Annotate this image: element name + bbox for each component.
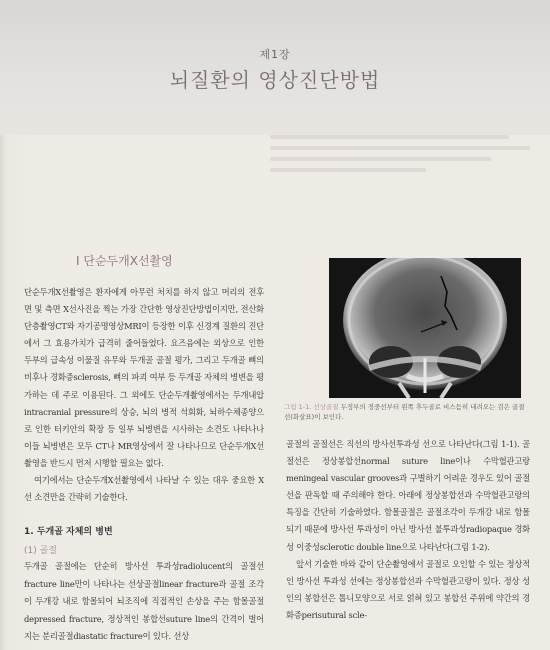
figure-caption: [284, 402, 530, 422]
sub-subsection-heading: (1) 골절: [24, 546, 57, 556]
right-column: [286, 436, 530, 624]
bleed-through-text: [270, 135, 530, 195]
body-paragraph: 여기에서는 단순두개X선촬영에서 나타날 수 있는 대우 중요한 X선 소견만을 간략히 기술한다.: [24, 475, 264, 503]
figure-caption-text: 두정부의 정중선부터 왼쪽 후두골로 비스듬히 내려오는 검은 골절선(화살표)이 보인다.: [284, 403, 525, 421]
section-title: I 단순두개X선촬영: [76, 254, 173, 268]
chapter-title: 뇌질환의 영상진단방법: [169, 68, 381, 92]
body-paragraph: 두개골 골절에는 단순히 방사선 투과성radiolucent의 골절선fracture line만이 나타나는 선상골절linear fracture과 골절 조각이 두개강 내로 함몰되어 뇌조직에 직접적인 손상을 주는 함몰골절depressed fracture, 정상적인 봉합선suture line의 간격이 벌어지는 분리골절diastatic fracture이 있다. 선상: [24, 561, 264, 641]
subsection-heading: 1. 두개골 자체의 병변: [24, 527, 113, 537]
left-column: [24, 284, 264, 506]
body-paragraph: 골절의 골절선은 직선의 방사선투과성 선으로 나타난다(그림 1-1). 골절선은 정상봉합선normal suture line이나 수막혈관고랑meningeal vascular grooves과 구별하기 어려운 경우도 있어 골절선을 판독할 때 주의해야 한다. 아래에 정상봉합선과 수막혈관고랑의 특징을 간단히 기술하였다. 함몰골절은 골절조각이 두개강 내로 함몰되기 때문에 방사선 투과성이 아닌 방사선 불투과성radiopaque 경화성 이중성sclerotic double line으로 나타난다(그림 1-2).: [286, 439, 530, 552]
body-paragraph: 앞서 기술한 바와 같이 단순촬영에서 골절로 오인할 수 있는 정상적인 방사선 투과성 선에는 정상봉합선과 수막혈관고랑이 있다. 정상 성인의 봉합선은 톱니모양으로 서로 얽혀 있고 봉합선 주위에 약간의 경화증perisutural scle-: [286, 558, 530, 620]
left-column-continued: [24, 558, 264, 646]
skull-xray-illustration: [329, 258, 521, 398]
body-paragraph: 단순두개X선촬영은 환자에게 아무런 처치를 하지 않고 머리의 전후면 및 측면 X선사진을 찍는 가장 간단한 영상진단방법이지만, 전산화단층촬영CT와 자기공명영상MRI이 등장한 이후 신경계 질환의 진단에서 그 효용가치가 급격히 줄어들었다. 요즈음에는 외상으로 인한 두부의 급속성 이물질 유무와 두개골 골절 평가, 그리고 두개골 뼈의 비후나 경화증sclerosis, 뼈의 파괴 여부 등 두개골 자체의 병변을 평가하는 데 주로 이용된다. 그 외에도 단순두개촬영에서는 두개내압intracranial pressure의 상승, 뇌의 병적 석회화, 뇌하수체종양으로 인한 터키안의 확장 등 일부 뇌병변을 시사하는 소견도 나타나나 이들 뇌병변은 모두 CT나 MR영상에서 잘 나타나므로 단순두개X선촬영을 반드시 먼저 시행할 필요는 없다.: [24, 287, 264, 468]
figure-caption-label: 그림 1-1. 선상골절: [284, 403, 339, 411]
skull-xray-image: [329, 258, 521, 398]
chapter-label: 제1장: [259, 48, 291, 61]
